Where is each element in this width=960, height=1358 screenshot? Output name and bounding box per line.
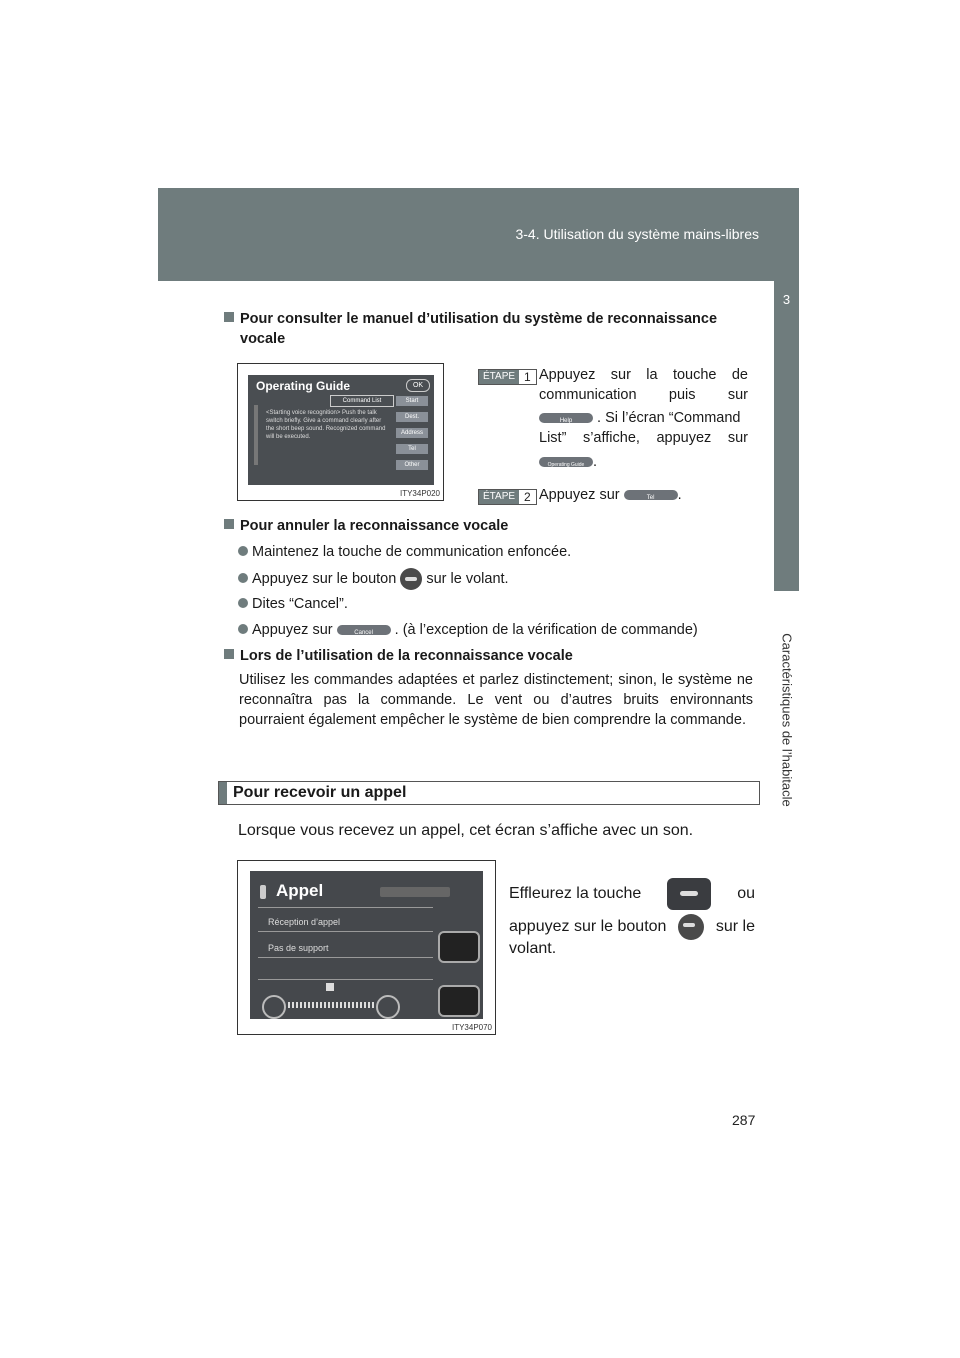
incoming-call-figure bbox=[237, 860, 496, 1035]
operating-guide-button-icon bbox=[539, 457, 593, 467]
round-bullet-icon bbox=[238, 546, 248, 556]
cancel-button-label: Cancel bbox=[354, 630, 373, 637]
block2-title-text: Pour annuler la reconnaissance vocale bbox=[240, 518, 509, 534]
bullet-4-text-a: Appuyez sur bbox=[252, 622, 333, 638]
call-row-1: Réception d’appel bbox=[268, 917, 341, 927]
volume-down-button[interactable] bbox=[262, 995, 286, 1019]
divider bbox=[258, 979, 433, 980]
block3-title-text: Lors de l’utilisation de la reconnaissance vocale bbox=[240, 648, 573, 664]
figure-caption: ITY34P070 bbox=[451, 1023, 492, 1032]
block3-title bbox=[224, 646, 573, 666]
etape-label: ÉTAPE bbox=[479, 370, 519, 384]
bullet-4 bbox=[238, 620, 698, 640]
section-accent bbox=[219, 782, 227, 804]
block1-title-line1: Pour consulter le manuel d’utilisation du système de reconnaissance bbox=[240, 311, 718, 327]
tab-tel[interactable]: Tel bbox=[396, 444, 428, 454]
bullet-3-text: Dites “Cancel”. bbox=[252, 596, 348, 612]
volume-level-bar bbox=[288, 1002, 376, 1008]
incoming-call-screen bbox=[250, 871, 483, 1019]
phone-hangup-icon bbox=[678, 914, 704, 940]
page-number: 287 bbox=[732, 1112, 756, 1128]
step2-text: Appuyez sur bbox=[539, 487, 620, 503]
block1-title-line2: vocale bbox=[240, 331, 286, 347]
hangup-touch-key-icon bbox=[667, 878, 711, 910]
bullet-2-text-a: Appuyez sur le bouton bbox=[252, 570, 397, 587]
call-instruction-line2 bbox=[509, 914, 755, 940]
square-bullet-icon bbox=[224, 312, 234, 322]
step1-line4: List” s’affiche, appuyez sur bbox=[539, 430, 748, 446]
bullet-1-text: Maintenez la touche de communication enfoncée. bbox=[252, 544, 572, 560]
bullet-2-text-b: sur le volant. bbox=[426, 570, 509, 587]
screen-title: Operating Guide bbox=[256, 379, 351, 393]
tel-button-label: Tel bbox=[646, 495, 655, 502]
block2-title bbox=[224, 516, 508, 536]
section-heading bbox=[218, 781, 760, 805]
tab-command-list[interactable]: Command List bbox=[330, 395, 394, 407]
section-header: 3-4. Utilisation du système mains-libres bbox=[515, 226, 759, 242]
step2-row bbox=[539, 485, 682, 505]
round-bullet-icon bbox=[238, 624, 248, 634]
screen-scrollbar[interactable] bbox=[254, 405, 258, 465]
call-row-2: Pas de support bbox=[268, 943, 329, 953]
help-button-icon bbox=[539, 413, 593, 423]
call-text-1a: Effleurez la touche bbox=[509, 885, 642, 902]
side-tab-number: 3 bbox=[782, 292, 791, 307]
tel-button-icon bbox=[624, 490, 678, 500]
tab-dest[interactable]: Dest. bbox=[396, 412, 428, 422]
cancel-button-icon bbox=[337, 625, 391, 635]
step1-line5: . bbox=[593, 454, 598, 470]
etape-label: ÉTAPE bbox=[479, 490, 519, 504]
call-instruction-line1 bbox=[509, 878, 755, 910]
phone-hangup-icon bbox=[400, 568, 422, 590]
square-bullet-icon bbox=[224, 519, 234, 529]
step1-badge bbox=[478, 366, 537, 385]
step1-line5-row bbox=[539, 452, 597, 472]
tab-other[interactable]: Other bbox=[396, 460, 428, 470]
call-text-1b: ou bbox=[737, 885, 755, 902]
section-title: Pour recevoir un appel bbox=[233, 784, 407, 801]
step1-line3-row bbox=[539, 408, 748, 428]
square-bullet-icon bbox=[224, 649, 234, 659]
round-bullet-icon bbox=[238, 598, 248, 608]
tab-start[interactable]: Start bbox=[396, 396, 428, 406]
bullet-2 bbox=[238, 568, 509, 590]
call-screen-title: Appel bbox=[276, 881, 324, 900]
block3-paragraph: Utilisez les commandes adaptées et parlez distinctement; sinon, le système ne reconnaîtra pas la commande. Le vent ou d’autres bruits environnants pourraient également empêcher le système de bien comprendre la commande. bbox=[239, 672, 753, 728]
divider bbox=[258, 931, 433, 932]
ok-button[interactable]: OK bbox=[406, 379, 430, 392]
operating-guide-screen bbox=[248, 375, 434, 485]
step1-line3: . Si l’écran “Command bbox=[597, 410, 741, 426]
step1-line2: communication puis sur bbox=[539, 387, 748, 403]
call-text-2b: sur le bbox=[715, 918, 755, 935]
help-button-label: Help bbox=[559, 418, 573, 425]
etape-number: 2 bbox=[519, 490, 536, 504]
step2-badge bbox=[478, 486, 537, 505]
status-icons bbox=[380, 887, 450, 897]
etape-number: 1 bbox=[519, 370, 536, 384]
end-call-button[interactable] bbox=[438, 985, 480, 1017]
divider bbox=[258, 907, 433, 908]
round-bullet-icon bbox=[238, 573, 248, 583]
speaker-icon bbox=[326, 983, 334, 991]
step2-end: . bbox=[677, 487, 682, 503]
bullet-4-text-b: . (à l’exception de la vérification de commande) bbox=[394, 622, 698, 638]
phone-status-icon bbox=[260, 885, 266, 899]
divider bbox=[258, 957, 433, 958]
step1-line1: Appuyez sur la touche de bbox=[539, 367, 748, 383]
intro-text: Lorsque vous recevez un appel, cet écran s’affiche avec un son. bbox=[238, 822, 694, 839]
answer-call-button[interactable] bbox=[438, 931, 480, 963]
tab-address[interactable]: Address bbox=[396, 428, 428, 438]
screen-guide-text: <Starting voice recognition> Push the talk switch briefly. Give a command clearly after the short beep sound. Recognized command will be executed. bbox=[266, 410, 386, 440]
block1-title bbox=[224, 309, 754, 329]
call-instruction-line3: volant. bbox=[509, 940, 557, 957]
operating-guide-button-label: Operating Guide bbox=[547, 462, 585, 469]
side-tab bbox=[774, 281, 799, 591]
call-text-2a: appuyez sur le bouton bbox=[509, 918, 667, 935]
side-tab-label: Caractéristiques de l’habitacle bbox=[779, 633, 795, 807]
figure-caption: ITY34P020 bbox=[399, 489, 440, 498]
bullet-1 bbox=[238, 542, 571, 562]
bullet-3 bbox=[238, 594, 348, 614]
volume-up-button[interactable] bbox=[376, 995, 400, 1019]
operating-guide-figure bbox=[237, 363, 444, 501]
